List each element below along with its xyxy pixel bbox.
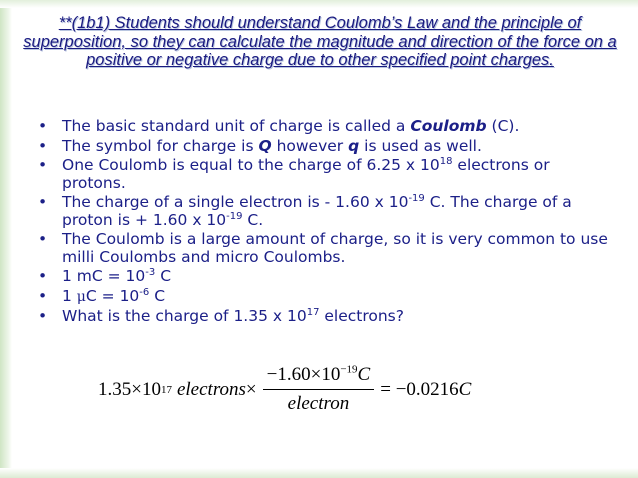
equation-result-unit: C [458,378,472,400]
equation-fraction [263,364,375,415]
bullet-icon: • [38,193,48,211]
bullet-millicoulomb: • 1 mC = $10^{-3}$ C [38,266,172,285]
charge-equation: 1.35×10 17 electrons × $\frac{-1.60\times 10^{-19}C}{\text{electron}}$ = −0.0216 C [98,363,472,414]
bullet-icon: • [38,156,48,174]
equation-times: × [245,378,257,400]
bullet-coulomb-large: • The Coulomb is a large amount of charge, so it is very common to use milli Coulombs and micro Coulombs. [38,230,608,266]
equation-coefficient: 1.35×10 [98,378,161,400]
equation-result: = −0.0216 [380,378,459,400]
bullet-icon: • [38,307,48,325]
fraction-numerator: $-1.60\times 10^{-19}C$ [263,364,375,390]
equation-unit: electrons [176,378,246,400]
bullet-icon: • [38,117,48,135]
bullet-electron-charge: • The charge of a single electron is - 1.60 x $10^{-19}$ C. The charge of a proton is + 1.60 x $10^{-19}$ C. [38,192,572,229]
fraction-denominator: electron [287,393,350,414]
slide-bottom-border [0,468,638,478]
bullet-icon: • [38,286,48,305]
bullet-unit-of-charge: • The basic standard unit of charge is called a Coulomb (C). [38,117,520,135]
bullet-icon: • [38,136,48,155]
bullet-microcoulomb: • 1 $\mu C = 10^{-6}$ C [38,286,166,305]
slide-top-border [0,0,638,8]
bullet-icon: • [38,230,48,248]
bullet-list [38,118,618,328]
bullet-icon: • [38,267,48,285]
bullet-question: • What is the charge of 1.35 x $10^{17}$ electrons? [38,306,404,325]
bullet-charge-symbol: • The symbol for charge is Q however q is used as well. [38,136,482,155]
slide-title: **(1b1) Students should understand Coulomb’s Law and the principle of superposition, so they can calculate the magnitude and direction of the force on a positive or negative charge due to other specified point charges. [23,14,617,69]
bullet-one-coulomb: • One Coulomb is equal to the charge of 6.25 x $10^{18}$ electrons or protons. [38,155,550,192]
slide-left-border [0,0,12,478]
